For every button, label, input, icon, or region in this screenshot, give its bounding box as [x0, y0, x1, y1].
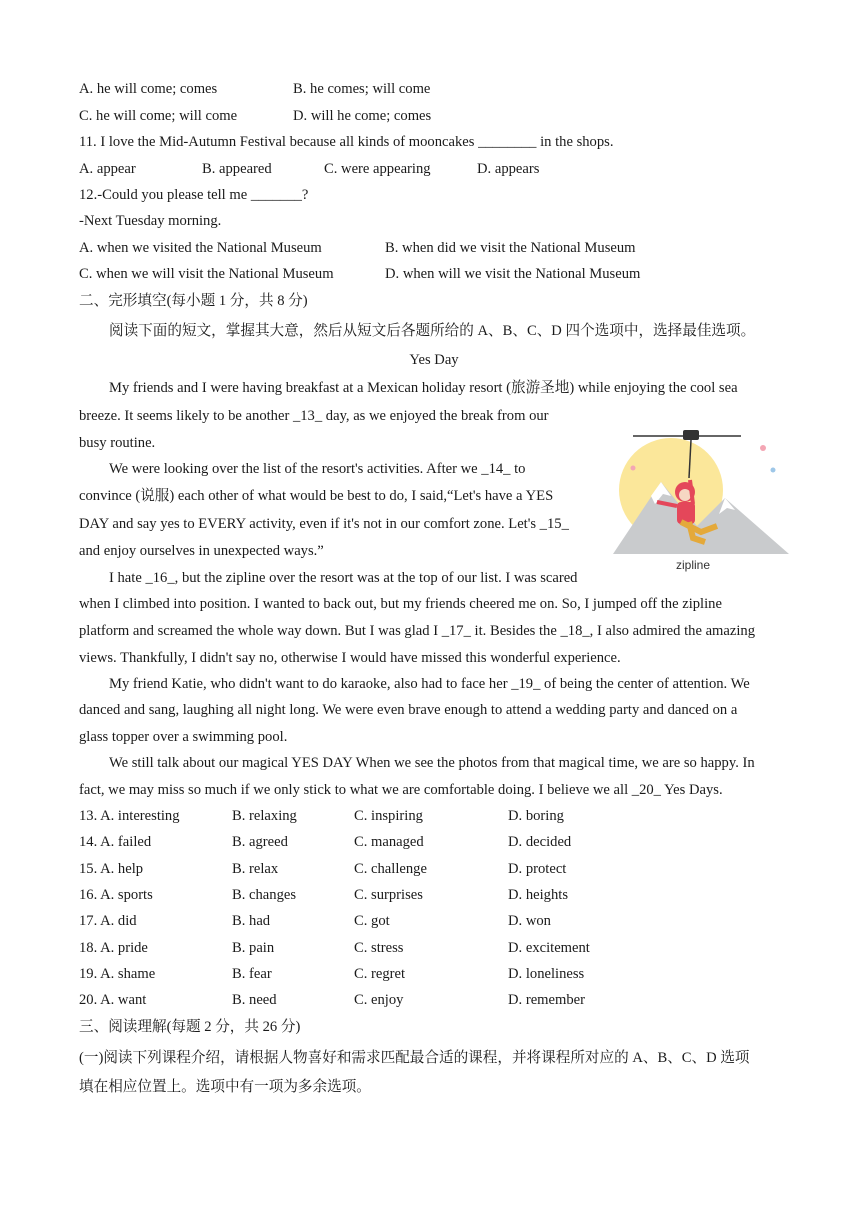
option-15-d: D. protect	[508, 861, 567, 877]
passage-line: DAY and say yes to EVERY activity, even if it's not in our comfort zone. Let's _15_	[79, 516, 569, 532]
passage-line: We were looking over the list of the resort's activities. After we _14_ to	[109, 461, 526, 477]
option-13-a: 13. A. interesting	[79, 808, 180, 824]
option-15-c: C. challenge	[354, 861, 427, 877]
option-19-a: 19. A. shame	[79, 966, 156, 982]
passage-line: convince (说服) each other of what would be best to do, I said,“Let's have a YES	[79, 488, 554, 504]
option-19-c: C. regret	[354, 966, 406, 982]
q11-option-c: C. were appearing	[324, 161, 431, 177]
image-caption: zipline	[676, 558, 711, 572]
option-17-c: C. got	[354, 913, 390, 929]
option-13-d: D. boring	[508, 808, 564, 824]
option-17-d: D. won	[508, 913, 551, 929]
section2-heading: 二、完形填空(每小题 1 分，共 8 分)	[79, 293, 308, 309]
option-20-c: C. enjoy	[354, 992, 404, 1008]
q12-reply: -Next Tuesday morning.	[79, 213, 222, 229]
option-20-b: B. need	[232, 992, 277, 1008]
q11-stem: 11. I love the Mid-Autumn Festival because all kinds of mooncakes ________ in the shops.	[79, 134, 614, 150]
q12-option-a: A. when we visited the National Museum	[79, 240, 322, 256]
section3-heading: 三、阅读理解(每题 2 分，共 26 分)	[79, 1019, 301, 1035]
option-18-a: 18. A. pride	[79, 940, 148, 956]
q12-option-d: D. when will we visit the National Museum	[385, 266, 641, 282]
passage-line: when I climbed into position. I wanted to back out, but my friends cheered me on. So, I jumped off the zipline	[79, 596, 722, 612]
passage-line: fact, we may miss so much if we only stick to what we are comfortable doing. I believe we all _20_ Yes Days.	[79, 782, 723, 798]
passage-line: My friends and I were having breakfast at a Mexican holiday resort (旅游圣地) while enjoying the cool sea	[109, 380, 738, 396]
section2-instruction: 阅读下面的短文，掌握其大意，然后从短文后各题所给的 A、B、C、D 四个选项中，选择最佳选项。	[109, 323, 756, 339]
q11-option-d: D. appears	[477, 161, 540, 177]
q11-option-a: A. appear	[79, 161, 136, 177]
option-16-d: D. heights	[508, 887, 568, 903]
option-15-b: B. relax	[232, 861, 279, 877]
option-19-b: B. fear	[232, 966, 272, 982]
option-20-a: 20. A. want	[79, 992, 147, 1008]
passage-line: danced and sang, laughing all night long. We were even brave enough to attend a wedding party and danced on a	[79, 702, 738, 718]
option-17-a: 17. A. did	[79, 913, 137, 929]
option-14-a: 14. A. failed	[79, 834, 152, 850]
option-16-b: B. changes	[232, 887, 297, 903]
option-16-a: 16. A. sports	[79, 887, 153, 903]
passage-line: breeze. It seems likely to be another _13_ day, as we enjoyed the break from our	[79, 408, 549, 424]
passage-line: I hate _16_, but the zipline over the resort was at the top of our list. I was scared	[109, 570, 578, 586]
passage-line: busy routine.	[79, 435, 156, 451]
section3-instruction-line2: 填在相应位置上。选项中有一项为多余选项。	[79, 1079, 371, 1095]
q12-option-c: C. when we will visit the National Museum	[79, 266, 334, 282]
option-13-c: C. inspiring	[354, 808, 423, 824]
q10-option-c: C. he will come; will come	[79, 108, 238, 124]
option-13-b: B. relaxing	[232, 808, 297, 824]
zipline-illustration	[613, 408, 789, 554]
option-14-b: B. agreed	[232, 834, 288, 850]
option-19-d: D. loneliness	[508, 966, 585, 982]
q12-option-b: B. when did we visit the National Museum	[385, 240, 636, 256]
option-20-d: D. remember	[508, 992, 585, 1008]
q10-option-d: D. will he come; comes	[293, 108, 432, 124]
q12-stem: 12.-Could you please tell me _______?	[79, 187, 309, 203]
section3-instruction-line1: (一)阅读下列课程介绍，请根据人物喜好和需求匹配最合适的课程，并将课程所对应的 A、B、C、D 选项	[79, 1050, 750, 1066]
option-17-b: B. had	[232, 913, 271, 929]
option-16-c: C. surprises	[354, 887, 423, 903]
passage-line: We still talk about our magical YES DAY When we see the photos from that magical time, we are so happy. In	[109, 755, 755, 771]
passage-line: platform and screamed the whole way down. But I was glad I _17_ it. Besides the _18_, I also admired the amazing	[79, 623, 756, 639]
passage-title: Yes Day	[409, 352, 459, 368]
q10-option-a: A. he will come; comes	[79, 81, 218, 97]
option-18-b: B. pain	[232, 940, 275, 956]
q10-option-b: B. he comes; will come	[293, 81, 431, 97]
option-14-d: D. decided	[508, 834, 572, 850]
option-18-d: D. excitement	[508, 940, 590, 956]
passage-line: views. Thankfully, I didn't say no, otherwise I would have missed this wonderful experience.	[79, 650, 621, 666]
passage-line: glass topper over a swimming pool.	[79, 729, 288, 745]
option-18-c: C. stress	[354, 940, 404, 956]
passage-line: My friend Katie, who didn't want to do karaoke, also had to face her _19_ of being the center of attention. We	[109, 676, 750, 692]
option-15-a: 15. A. help	[79, 861, 144, 877]
option-14-c: C. managed	[354, 834, 424, 850]
passage-line: and enjoy ourselves in unexpected ways.”	[79, 543, 324, 559]
q11-option-b: B. appeared	[202, 161, 272, 177]
